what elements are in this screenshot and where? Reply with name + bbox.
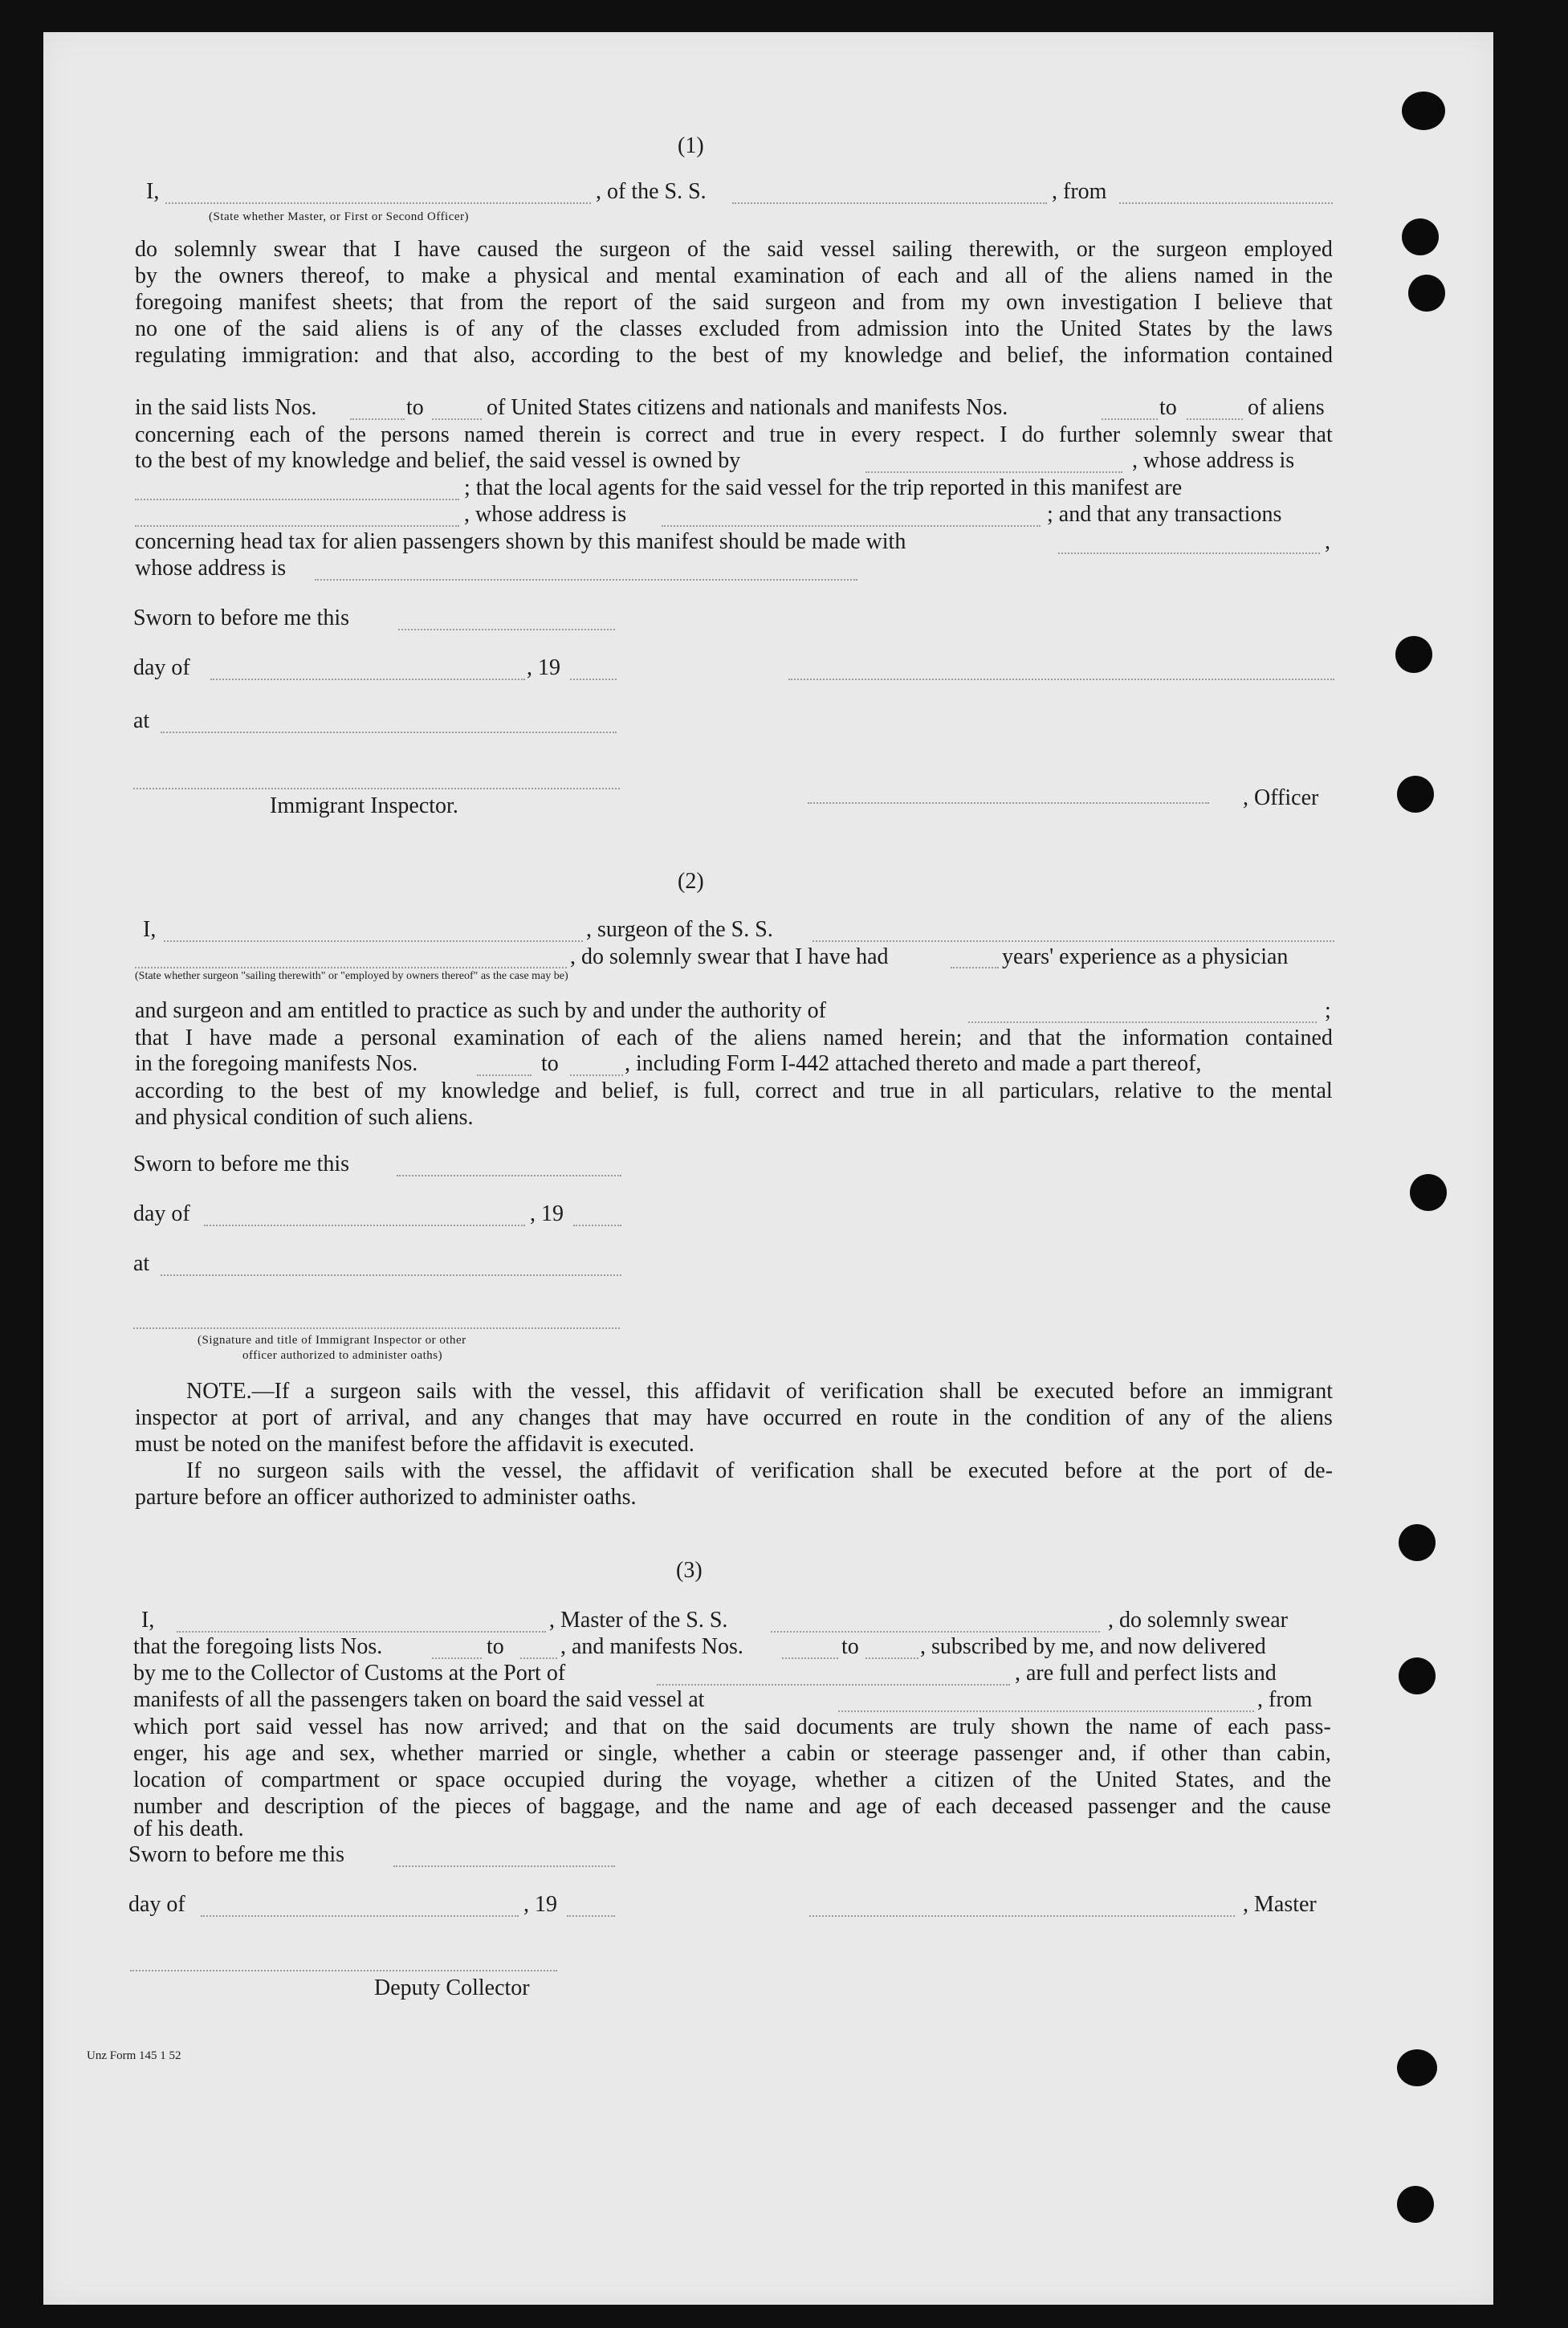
s2-surgeon-label: , surgeon of the S. S. [586,917,773,942]
s2-surgeon-note: (State whether surgeon "sailing therewith" or "employed by owners thereof" as the case may be) [135,970,568,982]
s1-to-label: to [406,395,424,420]
s3-boarding-port-field[interactable] [838,1710,1254,1712]
s3-lists-label: that the foregoing lists Nos. [133,1634,383,1659]
s1-headtax-label: concerning head tax for alien passengers shown by this manifest should be made with [135,529,906,554]
s1-sworn-label: Sworn to before me this [133,605,350,630]
s2-surgeon-name-field[interactable] [164,940,583,942]
s2-at-label: at [133,1251,150,1276]
s3-master-label: , Master of the S. S. [549,1608,728,1633]
s3-collector-label: Deputy Collector [374,1975,530,2000]
s3-year-field[interactable] [567,1915,615,1917]
s1-officer-name-field[interactable] [165,202,591,204]
s2-sworn-label: Sworn to before me this [133,1152,350,1176]
s1-owned-label: to the best of my knowledge and belief, the said vessel is owned by [135,448,741,473]
s1-manifest-from-field[interactable] [1102,418,1158,420]
s3-swear-label: , do solemnly swear [1108,1608,1288,1633]
s3-to-label-2: to [841,1634,859,1659]
s3-to-label: to [487,1634,504,1659]
s1-at-label: at [133,708,150,733]
s1-headtax-comma: , [1325,529,1330,554]
s1-year-label: , 19 [527,655,560,680]
s1-to-label-2: to [1159,395,1177,420]
s1-of-ss-label: , of the S. S. [596,179,707,204]
s1-body-line: do solemnly swear that I have caused the surgeon of the said vessel sailing therewith, or the surgeon employed [135,237,1333,262]
s1-body-line: by the owners thereof, to make a physical and mental examination of each and all of the aliens named in the [135,263,1333,288]
form-number: Unz Form 145 1 52 [87,2049,181,2062]
s3-i-label: I, [141,1608,155,1633]
s3-collector-signature-line[interactable] [130,1970,557,1971]
s2-day-of-label: day of [133,1201,190,1226]
s1-whose-address-label: whose address is [135,556,287,581]
s3-manifest-from-field[interactable] [782,1657,838,1659]
s3-list-to-field[interactable] [520,1657,557,1659]
s3-sworn-date-field[interactable] [393,1865,615,1867]
s3-month-field[interactable] [201,1915,519,1917]
s3-body-last-line: of his death. [133,1816,244,1841]
s2-body-line: that I have made a personal examination of each of the aliens named herein; and that the information contained [135,1025,1333,1050]
section-3-number: (3) [676,1558,703,1583]
manifest-affidavit-page [43,32,1493,2305]
s2-body-paragraph: according to the best of my knowledge and belief, is full, correct and true in all particulars, relative to the mental and physical condition of such aliens. [135,1078,1333,1130]
s3-port-label: by me to the Collector of Customs at the Port of [133,1661,566,1686]
s3-board-label: manifests of all the passengers taken on board the said vessel at [133,1687,705,1712]
s2-surgeon-type-field[interactable] [135,967,567,968]
s1-list-from-field[interactable] [350,418,405,420]
s2-form-label: , including Form I-442 attached thereto and made a part thereof, [625,1051,1202,1076]
s1-body-line: no one of the said aliens is of any of the classes excluded from admission into the United States by the laws [135,316,1333,341]
s1-headtax-field[interactable] [1058,552,1320,554]
s1-sworn-date-field[interactable] [398,629,615,630]
s2-signature-note-1: (Signature and title of Immigrant Inspector or other [198,1334,466,1347]
s2-to-label: to [541,1051,559,1076]
s1-owner-address-label: , whose address is [1132,448,1295,473]
punch-hole [1402,218,1439,255]
s1-officer-label: , Officer [1243,785,1319,810]
punch-hole [1402,92,1445,130]
s1-inspector-label: Immigrant Inspector. [270,793,458,818]
s1-agents-field[interactable] [135,525,459,527]
s3-manifest-to-field[interactable] [865,1657,918,1659]
s1-agents-label: ; that the local agents for the said vessel for the trip reported in this manifest are [464,475,1183,500]
s1-agents-address-field[interactable] [662,525,1041,527]
s1-officer-note: (State whether Master, or First or Second Officer) [209,210,470,223]
s2-years-field[interactable] [951,967,999,968]
s3-port-field[interactable] [657,1684,1010,1686]
s2-manifest-from-field[interactable] [477,1074,531,1076]
punch-hole [1397,2186,1434,2223]
s2-year-label: , 19 [530,1201,564,1226]
s3-body-paragraph: which port said vessel has now arrived; and that on the said documents are truly shown the name of each pass- enger, his age and sex, whether married or single, whether a cabin or steerage passenger and, if other than cabin, location of compartment or space occupied during the voyage, whether a citizen of the United States, and the number and description of the pieces of baggage, and the name and age of each deceased passenger and the cause [133,1714,1331,1819]
s2-vessel-name-field[interactable] [813,940,1334,942]
s1-from-port-field[interactable] [1119,202,1333,204]
s2-experience-label: years' experience as a physician [1002,944,1289,969]
s3-year-label: , 19 [523,1892,557,1917]
s1-aliens-label: of aliens [1248,395,1325,420]
s2-manifests-label: in the foregoing manifests Nos. [135,1051,418,1076]
s1-oath-paragraph [135,236,1333,369]
s2-at-field[interactable] [161,1274,621,1276]
s2-swear-label: , do solemnly swear that I have had [570,944,889,969]
s1-lists-label: in the said lists Nos. [135,395,317,420]
s1-vessel-name-field[interactable] [732,202,1047,204]
s2-authority-label: and surgeon and am entitled to practice as such by and under the authority of [135,998,826,1023]
s1-transactions-label: ; and that any transactions [1047,502,1282,527]
s2-month-field[interactable] [204,1225,525,1226]
note-paragraph: NOTE.—If a surgeon sails with the vessel, this affidavit of verification shall be executed before an immigrant inspector at port of arrival, and any changes that may have occurred en route in the condition of any of the aliens must be noted on the manifest before the affidavit is executed. If no surgeon sails with the vessel, the affidavit of verification shall be executed before at the port of de- parture before an officer authorized to administer oaths. [135,1379,1333,1510]
punch-hole [1399,1524,1436,1561]
s1-day-of-label: day of [133,655,190,680]
s1-year-field[interactable] [570,679,617,680]
s3-sworn-label: Sworn to before me this [128,1842,345,1867]
punch-hole [1397,776,1434,813]
s1-body-line: regulating immigration: and that also, according to the best of my knowledge and belief, the information contained [135,343,1333,368]
s1-officer-title-line[interactable] [808,802,1209,804]
s2-authority-semicolon: ; [1325,998,1331,1023]
s1-officer-signature-line[interactable] [788,679,1334,680]
s1-headtax-address-field[interactable] [315,579,857,581]
s1-from-label: , from [1052,179,1107,204]
s1-citizens-label: of United States citizens and nationals and manifests Nos. [487,395,1008,420]
s2-authority-field[interactable] [968,1021,1317,1023]
s1-body-line: foregoing manifest sheets; that from the report of the said surgeon and from my own investigation I believe that [135,290,1333,315]
s2-year-field[interactable] [573,1225,621,1226]
s3-list-from-field[interactable] [432,1657,482,1659]
s1-at-field[interactable] [161,732,617,733]
s1-list-to-field[interactable] [432,418,482,420]
s2-signature-note-2: officer authorized to administer oaths) [242,1349,443,1362]
s3-subscribed-label: , subscribed by me, and now delivered [920,1634,1266,1659]
s2-sworn-date-field[interactable] [397,1175,621,1176]
punch-hole [1399,1657,1436,1694]
s3-from-label: , from [1257,1687,1313,1712]
punch-hole [1408,275,1445,312]
s3-master-name-field[interactable] [177,1631,546,1633]
punch-hole [1397,2049,1437,2086]
s3-perfect-lists-label: , are full and perfect lists and [1015,1661,1277,1686]
s1-i-label: I, [146,179,160,204]
s3-master-title-label: , Master [1243,1892,1317,1917]
s2-i-label: I, [143,917,157,942]
section-2-number: (2) [678,869,704,894]
s1-inspector-signature-line[interactable] [133,788,620,789]
s1-owner-field[interactable] [865,471,1122,473]
s2-signature-line[interactable] [133,1327,620,1329]
s1-owner-address-field[interactable] [135,499,459,500]
punch-hole [1395,636,1432,673]
s3-vessel-name-field[interactable] [771,1631,1100,1633]
s1-concerning-line: concerning each of the persons named therein is correct and true in every respect. I do further solemnly swear that [135,422,1333,447]
s1-agents-address-label: , whose address is [464,502,627,527]
punch-hole [1410,1174,1447,1211]
s1-manifest-to-field[interactable] [1187,418,1243,420]
section-1-number: (1) [678,133,704,158]
s3-manifests-label: , and manifests Nos. [560,1634,743,1659]
s1-month-field[interactable] [210,679,525,680]
s3-day-of-label: day of [128,1892,185,1917]
s3-master-signature-line[interactable] [809,1915,1235,1917]
s2-manifest-to-field[interactable] [570,1074,623,1076]
